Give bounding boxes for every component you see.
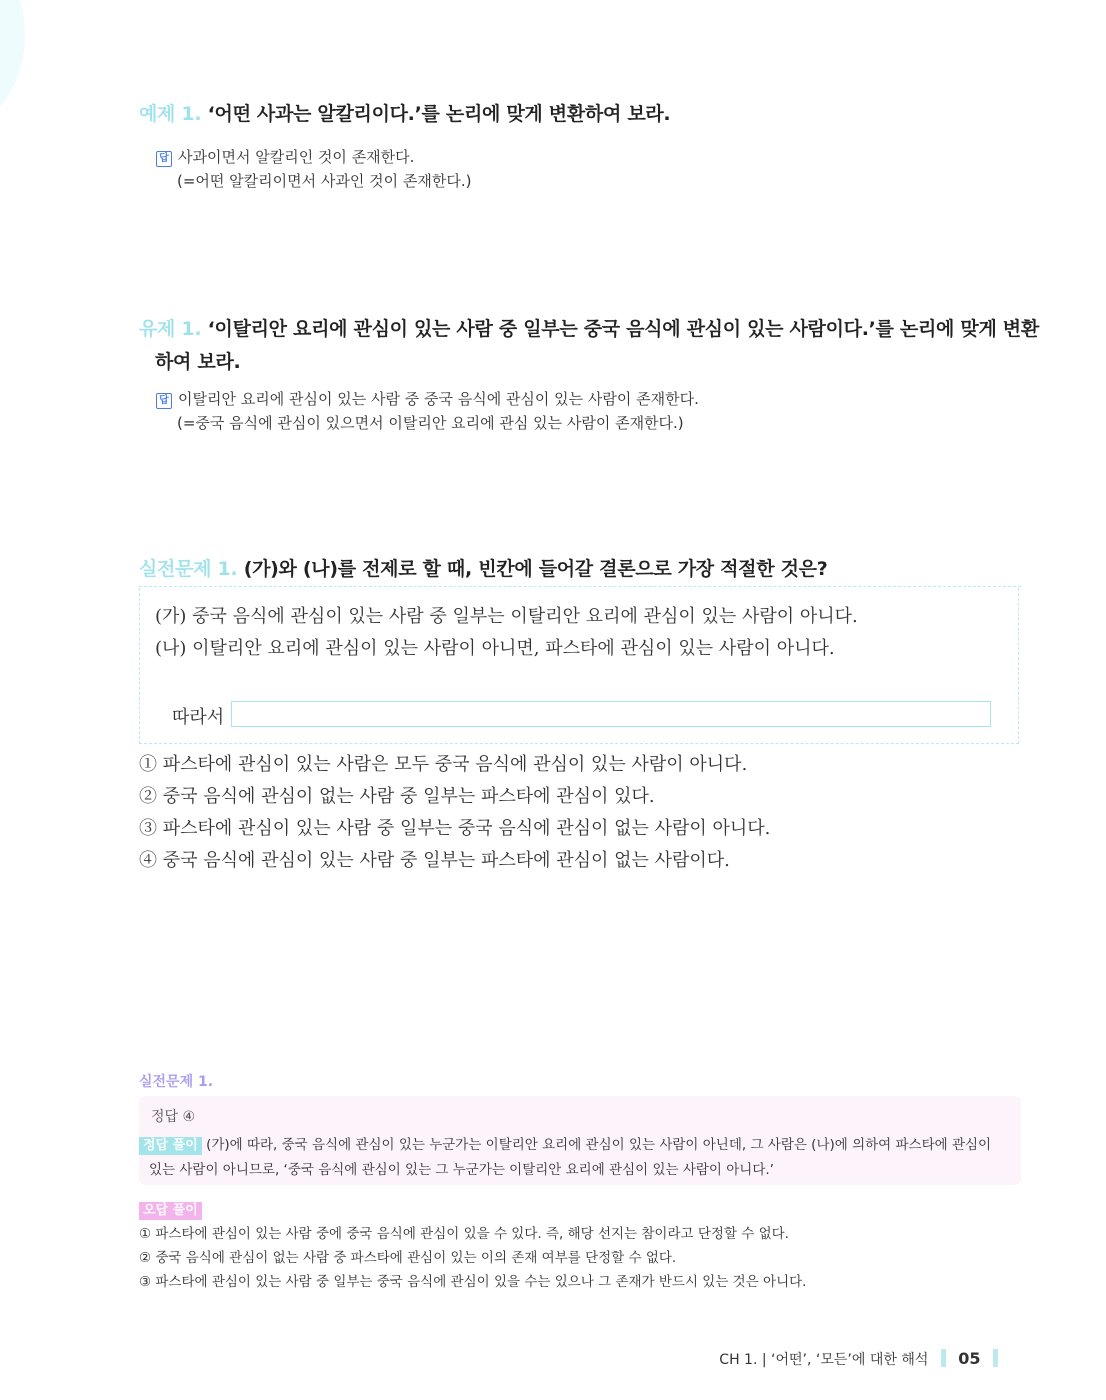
solution-answer: 정답 ④ bbox=[151, 1109, 196, 1125]
wrong-item-3: ③ 파스타에 관심이 있는 사람 중 일부는 중국 음식에 관심이 있을 수는 있으나 그 존재가 반드시 있는 것은 아니다. bbox=[139, 1274, 807, 1290]
option-4: ④ 중국 음식에 관심이 있는 사람 중 일부는 파스타에 관심이 없는 사람이다. bbox=[139, 850, 730, 871]
practice-question bbox=[139, 554, 827, 581]
corner-decoration bbox=[0, 0, 25, 130]
answer-icon: 답 bbox=[156, 393, 172, 409]
page-footer bbox=[719, 1349, 1006, 1369]
similar-question-line2: 하여 보라. bbox=[155, 351, 241, 373]
example-question bbox=[139, 99, 670, 126]
wrong-tag: 오답 풀이 bbox=[139, 1202, 202, 1220]
wrong-item-2: ② 중국 음식에 관심이 없는 사람 중 파스타에 관심이 있는 이의 존재 여부를 단정할 수 없다. bbox=[139, 1250, 677, 1266]
explain-line2: 있는 사람이 아니므로, ‘중국 음식에 관심이 있는 그 누군가는 이탈리안 요리에 관심이 있는 사람이 아니다.’ bbox=[149, 1162, 774, 1178]
option-1: ① 파스타에 관심이 있는 사람은 모두 중국 음식에 관심이 있는 사람이 아니다. bbox=[139, 754, 748, 775]
page-number: 05 bbox=[958, 1349, 981, 1368]
premise-a: (가) 중국 음식에 관심이 있는 사람 중 일부는 이탈리안 요리에 관심이 있는 사람이 아니다. bbox=[155, 606, 858, 627]
option-2: ② 중국 음식에 관심이 없는 사람 중 일부는 파스타에 관심이 있다. bbox=[139, 786, 655, 807]
blank-label: 따라서 bbox=[172, 707, 225, 728]
footer-chapter: CH 1. bbox=[719, 1352, 758, 1368]
example-answer-line2: (=어떤 알칼리이면서 사과인 것이 존재한다.) bbox=[177, 172, 472, 190]
explain-line1: (가)에 따라, 중국 음식에 관심이 있는 누군가는 이탈리안 요리에 관심이 있는 사람이 아닌데, 그 사람은 (나)에 의하여 파스타에 관심이 bbox=[206, 1137, 992, 1153]
example-question-text: ‘어떤 사과는 알칼리이다.’를 논리에 맞게 변환하여 보라. bbox=[207, 103, 671, 125]
footer-bar bbox=[993, 1349, 998, 1367]
similar-question bbox=[139, 313, 1039, 379]
solution-title: 실전문제 1. bbox=[139, 1074, 214, 1090]
footer-bar bbox=[941, 1349, 946, 1367]
answer-icon: 답 bbox=[156, 151, 172, 167]
footer-section: ‘어떤’, ‘모든’에 대한 해석 bbox=[771, 1352, 929, 1368]
wrong-tag-wrap bbox=[139, 1199, 202, 1220]
practice-label: 실전문제 1. bbox=[139, 558, 238, 580]
similar-answer bbox=[156, 387, 699, 435]
similar-label: 유제 1. bbox=[139, 318, 202, 340]
wrong-item-1: ① 파스타에 관심이 있는 사람 중에 중국 음식에 관심이 있을 수 있다. 즉, 해당 선지는 참이라고 단정할 수 없다. bbox=[139, 1226, 789, 1242]
similar-question-line1: ‘이탈리안 요리에 관심이 있는 사람 중 일부는 중국 음식에 관심이 있는 사람이다.’를 논리에 맞게 변환 bbox=[207, 318, 1039, 340]
explain-tag: 정답 풀이 bbox=[139, 1137, 202, 1155]
footer-divider: | bbox=[761, 1352, 767, 1368]
premise-b: (나) 이탈리안 요리에 관심이 있는 사람이 아니면, 파스타에 관심이 있는 사람이 아니다. bbox=[155, 638, 835, 659]
answer-blank bbox=[231, 701, 991, 727]
practice-question-text: (가)와 (나)를 전제로 할 때, 빈칸에 들어갈 결론으로 가장 적절한 것은? bbox=[243, 558, 828, 580]
similar-answer-line1: 이탈리안 요리에 관심이 있는 사람 중 중국 음식에 관심이 있는 사람이 존재한다. bbox=[178, 390, 699, 408]
divider bbox=[139, 586, 1021, 587]
similar-answer-line2: (=중국 음식에 관심이 있으면서 이탈리안 요리에 관심 있는 사람이 존재한다.) bbox=[177, 414, 684, 432]
example-answer-line1: 사과이면서 알칼리인 것이 존재한다. bbox=[178, 148, 415, 166]
option-3: ③ 파스타에 관심이 있는 사람 중 일부는 중국 음식에 관심이 없는 사람이 아니다. bbox=[139, 818, 771, 839]
example-answer bbox=[156, 145, 471, 193]
example-label: 예제 1. bbox=[139, 103, 202, 125]
solution-explanation bbox=[139, 1133, 1021, 1183]
